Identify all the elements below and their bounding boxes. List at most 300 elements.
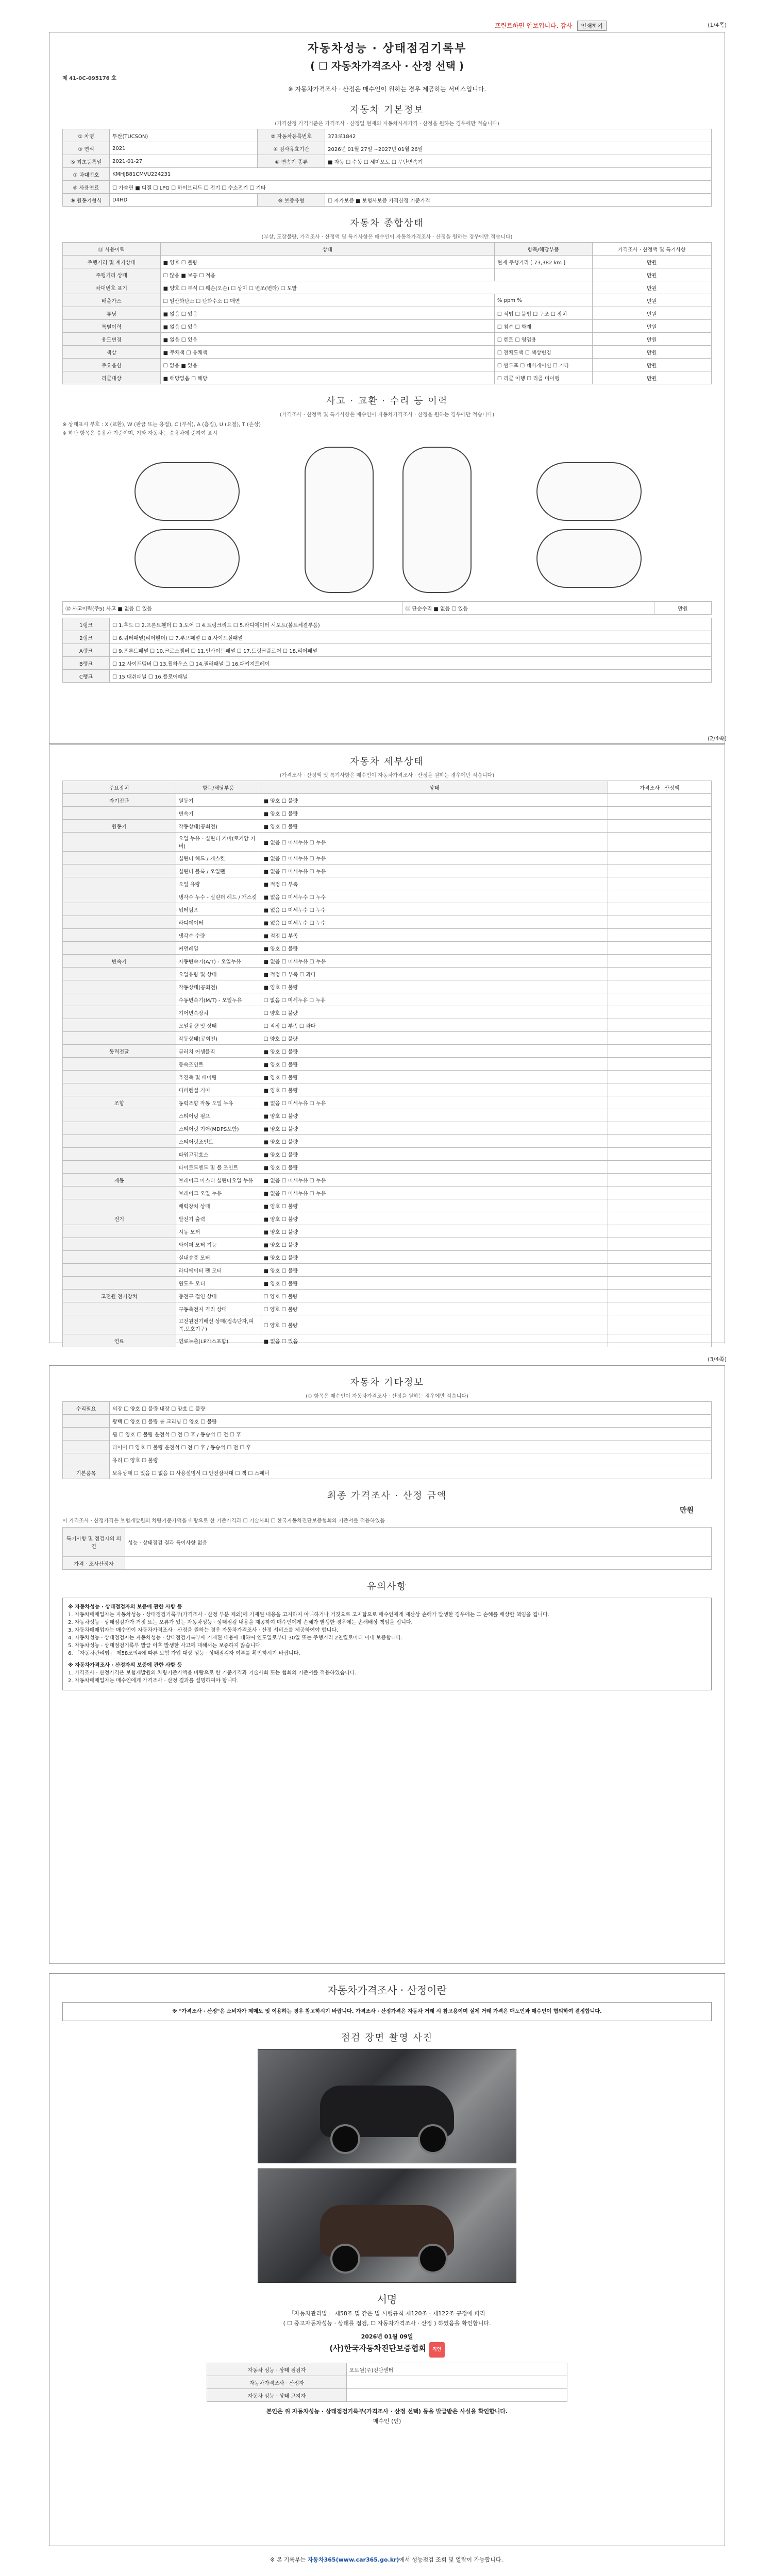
table-row	[63, 929, 712, 942]
cell: 특기사항 및 점검자의 의견	[63, 1528, 125, 1557]
cell: ■ 없음 ☐ 미세누유 ☐ 누유	[261, 833, 608, 852]
cell: ■ 없음 ☐ 미세누유 ☐ 누유	[261, 852, 608, 865]
cell	[63, 865, 176, 877]
cell: 변속기	[63, 955, 176, 968]
cell: 항목/해당부품	[494, 243, 592, 256]
cell: 시동 모터	[176, 1225, 261, 1238]
sign-company	[49, 2342, 725, 2358]
cell: 만원	[654, 602, 712, 615]
page-count-3: (3/4쪽)	[708, 1356, 727, 1363]
cell: 스티어링조인트	[176, 1135, 261, 1148]
cell: 만원	[592, 371, 711, 384]
cell: 만원	[592, 268, 711, 281]
cell: ☐ 12.사이드멤버 ☐ 13.휠하우스 ☐ 14.필러패널 ☐ 16.패키지트레이	[110, 657, 712, 670]
accident-note: (가격조사 · 산정액 및 특기사항은 매수인이 자동차가격조사 · 산정을 원하는 경우에만 적습니다)	[279, 412, 495, 418]
cell	[608, 1212, 711, 1225]
table-row	[63, 807, 712, 820]
cell: 가격조사 · 산정액	[608, 781, 711, 794]
table-row	[63, 993, 712, 1006]
table-row	[63, 1415, 712, 1428]
cell: 연료	[63, 1334, 176, 1347]
caution-line: 1. 자동차매매업자는 자동차성능 · 상태점검기록부(가격조사 · 산정 부분 제외)에 기재된 내용을 고지하지 아니하거나 거짓으로 고지함으로 매수인에게 재산상 손해가 발생한 경우에는 그 손해를 배상할 책임을 집니다.	[68, 1612, 549, 1618]
cell	[63, 877, 176, 890]
cell: 오토원(주)진단센터	[347, 2363, 567, 2376]
cell: 등속조인트	[176, 1058, 261, 1071]
table-row	[63, 1238, 712, 1251]
cell	[63, 1187, 176, 1199]
cell: ■ 없음 ☐ 미세누수 ☐ 누수	[261, 903, 608, 916]
cell: 타이어 ☐ 양호 ☐ 불량 운전석 ☐ 전 ☐ 후 / 동승석 ☐ 전 ☐ 후	[110, 1440, 712, 1453]
cell: 실린더 블록 / 오일팬	[176, 865, 261, 877]
caution-line: 2. 자동차매매업자는 매수인에게 가격조사 · 산정 결과를 설명하여야 합니다.	[68, 1678, 239, 1684]
cell	[63, 929, 176, 942]
cell: ☐ 침수 ☐ 화재	[494, 320, 592, 333]
cell	[608, 1045, 711, 1058]
cell: 제동	[63, 1174, 176, 1187]
cell	[608, 1199, 711, 1212]
cell: 스티어링 펌프	[176, 1109, 261, 1122]
buyer-seal: (인)	[391, 2418, 401, 2425]
cell: ■ 양호 ☐ 불량	[261, 1161, 608, 1174]
cell: ■ 양호 ☐ 불량	[261, 1199, 608, 1212]
cell: 만원	[592, 281, 711, 294]
doc-subtitle: ( ☐ 자동차가격조사 · 산정 선택 )	[310, 60, 464, 72]
cell: ■ 양호 ☐ 불량	[261, 980, 608, 993]
cell	[347, 2376, 567, 2389]
cell: 가격조사 · 산정액 및 특기사항	[592, 243, 711, 256]
cell	[608, 929, 711, 942]
cell: 원동기	[63, 820, 176, 833]
cell	[63, 833, 176, 852]
page-count-2: (2/4쪽)	[708, 735, 727, 742]
cell	[63, 1453, 110, 1466]
cell	[63, 1083, 176, 1096]
cell: ☐ 9.프론트패널 ☐ 10.크로스멤버 ☐ 11.인사이드패널 ☐ 17.트렁크플로어 ☐ 18.리어패널	[110, 644, 712, 657]
cell: ■ 없음 ☐ 미세누유 ☐ 누유	[261, 865, 608, 877]
table-row	[207, 2389, 567, 2402]
cell: 주행거리 및 계기상태	[63, 256, 161, 268]
cell: ■ 양호 ☐ 불량	[261, 942, 608, 955]
footer-text-2: 에서 성능점검 조회 및 열람이 가능합니다.	[399, 2556, 503, 2563]
cell: 파워고압호스	[176, 1148, 261, 1161]
cell: ☐ 양호 ☐ 불량	[261, 1006, 608, 1019]
cell: ■ 적정 ☐ 부족	[261, 929, 608, 942]
cell: 윈도우 모터	[176, 1277, 261, 1290]
table-row	[63, 794, 712, 807]
cell: 브레이크 오일 누유	[176, 1187, 261, 1199]
cell: ■ 없음 ☐ 미세누유 ☐ 누유	[261, 955, 608, 968]
car-right-side-diagram	[536, 462, 642, 521]
cell	[63, 807, 176, 820]
table-row	[63, 1528, 712, 1557]
table-row	[63, 955, 712, 968]
cell: 수리필요	[63, 1402, 110, 1415]
cell	[63, 903, 176, 916]
cell: ① 차명	[63, 129, 110, 142]
cell	[63, 1264, 176, 1277]
cell	[608, 1096, 711, 1109]
cell: 배력장치 상태	[176, 1199, 261, 1212]
table-row	[63, 1109, 712, 1122]
cell: ■ 양호 ☐ 불량	[261, 1277, 608, 1290]
cell	[63, 1302, 176, 1315]
cell: ■ 없음 ☐ 있음	[261, 1334, 608, 1347]
inspection-photo-rear	[258, 2168, 516, 2283]
sign-heading: 서명	[377, 2293, 397, 2306]
cell: 광택 ☐ 양호 ☐ 불량 룸 크리닝 ☐ 양호 ☐ 불량	[110, 1415, 712, 1428]
cell: 실린더 헤드 / 개스킷	[176, 852, 261, 865]
caution-line: 6. 「자동차관리법」 제58조의4에 따른 보험 가입 대상 성능 · 상태점검자 여부를 확인하시기 바랍니다.	[68, 1651, 300, 1656]
cell: ■ 양호 ☐ 부식 ☐ 훼손(오손) ☐ 상이 ☐ 변조(변타) ☐ 도말	[160, 281, 592, 294]
cell: 작동상태(공회전)	[176, 820, 261, 833]
caution-line: 1. 가격조사 · 산정가격은 보험개발원의 차량기준가액을 바탕으로 한 기준가격과 기술사회 또는 협회의 기준서를 적용하였습니다.	[68, 1670, 357, 1676]
sign-date: 2026년 01월 09일	[361, 2333, 413, 2340]
table-row	[63, 155, 712, 168]
cell	[608, 794, 711, 807]
table-row	[63, 1453, 712, 1466]
cell: 만원	[592, 294, 711, 307]
cell: 전기	[63, 1212, 176, 1225]
cell	[63, 916, 176, 929]
cell: ■ 없음 ☐ 미세누유 ☐ 누유	[261, 1096, 608, 1109]
cell: ⑬ 단순수리 ■ 없음 ☐ 있음	[402, 602, 654, 615]
table-row	[63, 1148, 712, 1161]
cell: ☐ 썬루프 ☐ 네비게이션 ☐ 기타	[494, 359, 592, 371]
sign-line-2: ( ☐ 중고자동차성능 · 상태를 점검, ☐ 자동차가격조사 · 산정 ) 하였음을 확인합니다.	[283, 2320, 491, 2327]
cell: 만원	[592, 320, 711, 333]
table-row	[63, 1212, 712, 1225]
cell	[608, 1238, 711, 1251]
cell: 만원	[592, 256, 711, 268]
overall-heading: 자동차 종합상태	[350, 218, 424, 229]
cell: 작동상태(공회전)	[176, 1032, 261, 1045]
table-row	[63, 1058, 712, 1071]
cell: 2021-01-27	[110, 155, 258, 168]
table-row	[63, 1019, 712, 1032]
page-1	[49, 32, 725, 744]
cell: ■ 양호 ☐ 불량	[261, 1122, 608, 1135]
cell: 주요옵션	[63, 359, 161, 371]
table-row	[207, 2363, 567, 2376]
table-row	[63, 916, 712, 929]
table-row	[63, 320, 712, 333]
table-row	[63, 346, 712, 359]
cell: ■ 양호 ☐ 불량	[261, 1083, 608, 1096]
overall-note: (부상, 도장불량, 가격조사 · 산정액 및 특기사항은 매수인이 자동차가격조사 · 산정을 원하는 경우에만 적습니다)	[261, 234, 513, 240]
table-row	[63, 1135, 712, 1148]
table-row	[63, 268, 712, 281]
table-row	[63, 1251, 712, 1264]
table-row	[63, 1315, 712, 1334]
final-price-heading: 최종 가격조사 · 산정 금액	[327, 1490, 447, 1501]
cell: 추진축 및 베어링	[176, 1071, 261, 1083]
detail-heading: 자동차 세부상태	[350, 756, 424, 767]
cell: 커먼레일	[176, 942, 261, 955]
cell	[63, 1415, 110, 1428]
cell: ■ 양호 ☐ 불량	[261, 820, 608, 833]
cell: 연료누출(LP가스포함)	[176, 1334, 261, 1347]
cell	[608, 993, 711, 1006]
cell: 가격 · 조사산정자	[63, 1557, 125, 1570]
doc-title: 자동차성능 · 상태점검기록부	[307, 42, 467, 55]
cell: 디퍼렌셜 기어	[176, 1083, 261, 1096]
cell	[608, 955, 711, 968]
caution-line: ※ 자동차성능 · 상태점검자의 보증에 관한 사항 등	[68, 1604, 182, 1610]
sign-line-1: 「자동차관리법」 제58조 및 같은 법 시행규칙 제120조 · 제122조 규정에 따라	[288, 2310, 486, 2317]
cell	[63, 1148, 176, 1161]
cell	[125, 1557, 712, 1570]
other-table	[62, 1401, 712, 1479]
table-row	[63, 1161, 712, 1174]
table-row	[63, 877, 712, 890]
photo-heading: 점검 장면 촬영 사진	[341, 2032, 433, 2043]
cell: 발전기 출력	[176, 1212, 261, 1225]
footer-text: ※ 본 기록부는	[270, 2556, 308, 2563]
table-row	[63, 865, 712, 877]
cell: ☐ 적법 ☐ 불법 ☐ 구조 ☐ 장치	[494, 307, 592, 320]
cell: B랭크	[63, 657, 110, 670]
cell	[63, 968, 176, 980]
cell: 변속기	[176, 807, 261, 820]
cell	[608, 1135, 711, 1148]
cell	[608, 1290, 711, 1302]
cell: ☐ 렌트 ☐ 영업용	[494, 333, 592, 346]
cell	[63, 993, 176, 1006]
cell: ■ 양호 ☐ 불량	[261, 1071, 608, 1083]
cell: ④ 검사유효기간	[258, 142, 325, 155]
cell: 용도변경	[63, 333, 161, 346]
cell: ☐ 적정 ☐ 부족 ☐ 과다	[261, 1019, 608, 1032]
cell	[608, 916, 711, 929]
cell: 항목/해당부품	[176, 781, 261, 794]
basic-info-note: (가격산정 가격기준은 가격조사 · 산정일 현재의 자동차시세가격 · 산정을 원하는 경우에만 적습니다)	[275, 121, 499, 127]
table-row	[63, 1334, 712, 1347]
company-name: (사)한국자동차진단보증협회	[329, 2344, 426, 2353]
cell	[608, 1071, 711, 1083]
buyer-notice: 본인은 위 자동차성능 · 상태점검기록부(가격조사 · 산정 선택) 등을 발급받은 사실을 확인합니다.	[266, 2408, 508, 2415]
cell	[608, 968, 711, 980]
other-heading: 자동차 기타정보	[350, 1377, 424, 1388]
cell: ☐ 자가보증 ■ 보험사보증 가격산정 기준가격	[325, 194, 712, 207]
wheel-icon	[330, 2124, 360, 2154]
cell: 상태	[160, 243, 494, 256]
page-3	[49, 1365, 725, 1964]
cell	[608, 1174, 711, 1187]
cell: 동력조향 작동 오일 누유	[176, 1096, 261, 1109]
table-row	[63, 1557, 712, 1570]
cell: 냉각수 수량	[176, 929, 261, 942]
cell: 현재 주행거리 [ 73,382 km ]	[494, 256, 592, 268]
cell: 오일유량 및 상태	[176, 1019, 261, 1032]
caution-line: 5. 자동차성능 · 상태점검기록부 발급 이후 발생한 사고에 대해서는 보증하지 않습니다.	[68, 1643, 262, 1649]
cell: ③ 연식	[63, 142, 110, 155]
cell: ■ 없음 ☐ 미세누수 ☐ 누수	[261, 890, 608, 903]
cell: 만원	[592, 333, 711, 346]
car-top-view-diagram	[305, 447, 374, 593]
cell: ☐ 전체도색 ☐ 색상변경	[494, 346, 592, 359]
cell	[608, 903, 711, 916]
cell	[63, 1238, 176, 1251]
page-2	[49, 744, 725, 1343]
print-button[interactable]: 인쇄하기	[577, 21, 607, 31]
caution-line: 4. 자동차성능 · 상태점검자는 자동차성능 · 상태점검기록부에 기재된 내용에 대하여 인도일로부터 30일 또는 주행거리 2천킬로미터 이내 보증합니다.	[68, 1635, 403, 1641]
cell: 기본품목	[63, 1466, 110, 1479]
table-row	[63, 1440, 712, 1453]
footer-link[interactable]: 자동차365(www.car365.go.kr)	[307, 2556, 399, 2563]
table-row	[63, 129, 712, 142]
cell: 스티어링 기어(MDPS포함)	[176, 1122, 261, 1135]
cell	[608, 807, 711, 820]
table-row	[63, 168, 712, 181]
cell: ☐ 양호 ☐ 불량	[261, 1290, 608, 1302]
cell: ■ 자동 ☐ 수동 ☐ 세미오토 ☐ 무단변속기	[325, 155, 712, 168]
accident-legend-2: ※ 하단 항목은 승용차 기준이며, 기타 자동차는 승용차에 준하여 표시	[62, 431, 217, 436]
table-row	[63, 631, 712, 644]
cell: 1랭크	[63, 618, 110, 631]
cell	[608, 1225, 711, 1238]
cell: ■ 없음 ☐ 미세누수 ☐ 누수	[261, 916, 608, 929]
caution-heading: 유의사항	[367, 1581, 407, 1592]
table-row	[63, 1045, 712, 1058]
cell: 특별이력	[63, 320, 161, 333]
cell: ■ 적정 ☐ 부족	[261, 877, 608, 890]
closing-heading: 자동차가격조사 · 산정이란	[327, 1984, 447, 1996]
basic-info-heading: 자동차 기본정보	[350, 105, 424, 115]
cell: 냉각수 누수 - 실린더 헤드 / 개스킷	[176, 890, 261, 903]
cell: 와이퍼 모터 기능	[176, 1238, 261, 1251]
cell: 성능 · 상태점검 결과 특이사항 없음	[125, 1528, 712, 1557]
table-row	[63, 1199, 712, 1212]
cell: 만원	[592, 346, 711, 359]
table-row	[63, 852, 712, 865]
table-row	[63, 181, 712, 194]
cell: ☐ 없음 ■ 있음	[160, 359, 494, 371]
cell: ■ 양호 ☐ 불량	[261, 794, 608, 807]
basic-info-table	[62, 129, 712, 207]
cell	[608, 1264, 711, 1277]
cell: ■ 무채색 ☐ 유채색	[160, 346, 494, 359]
cell: ■ 없음 ☐ 있음	[160, 307, 494, 320]
cell	[608, 820, 711, 833]
cell: 자동차가격조사 · 산정자	[207, 2376, 347, 2389]
cell	[608, 1251, 711, 1264]
cell	[608, 1161, 711, 1174]
cell	[608, 942, 711, 955]
table-row	[207, 2376, 567, 2389]
cell: ☐ 양호 ☐ 불량	[261, 1302, 608, 1315]
cell: 투싼(TUCSON)	[110, 129, 258, 142]
cell: ⑫ 사고이력(주5) 사고 ■ 없음 ☐ 있음	[63, 602, 402, 615]
cell: ☐ 양호 ☐ 불량	[261, 1032, 608, 1045]
cell: 동력전달	[63, 1045, 176, 1058]
car-left-side-diagram	[135, 462, 240, 521]
table-row	[63, 618, 712, 631]
cell	[63, 1122, 176, 1135]
cell: ☐ 15.대쉬패널 ☐ 16.플로어패널	[110, 670, 712, 683]
page-count-1: (1/4쪽)	[708, 22, 727, 28]
car-rear-right-diagram	[536, 529, 642, 588]
cell: ☐ 6.쿼터패널(리어휀더) ☐ 7.루프패널 ☐ 8.사이드실패널	[110, 631, 712, 644]
accident-heading: 사고 · 교환 · 수리 등 이력	[326, 396, 448, 406]
cell	[63, 1440, 110, 1453]
cell	[608, 890, 711, 903]
cell: ■ 양호 ☐ 불량	[261, 1238, 608, 1251]
table-row	[63, 968, 712, 980]
cell: 주요장치	[63, 781, 176, 794]
cell: 구동축전지 격리 상태	[176, 1302, 261, 1315]
table-row	[63, 142, 712, 155]
table-row	[63, 657, 712, 670]
print-notice: 프린트하면 안보입니다. 감사	[495, 22, 573, 29]
cell: ☐ 가솔린 ■ 디젤 ☐ LPG ☐ 하이브리드 ☐ 전기 ☐ 수소전기 ☐ 기타	[110, 181, 712, 194]
cell: ☐ 일산화탄소 ☐ 탄화수소 ☐ 매연	[160, 294, 494, 307]
cell	[63, 1428, 110, 1440]
cell	[63, 1277, 176, 1290]
cell: 튜닝	[63, 307, 161, 320]
cell: 오일 누유 - 실린더 커버(로커암 커버)	[176, 833, 261, 852]
cell	[63, 1071, 176, 1083]
cell: KMHJB81CMVU224231	[110, 168, 712, 181]
closing-body: ※ "가격조사 · 산정"은 소비자가 제매도 및 이용하는 경우 참고하시기 바랍니다. 가격조사 · 산정가격은 자동차 거래 시 참고용이며 실제 거래 가격은 매도인과 매수인이 협의하여 결정합니다.	[62, 2002, 712, 2021]
table-row	[63, 1006, 712, 1019]
table-row	[63, 1096, 712, 1109]
wheel-icon	[418, 2124, 448, 2154]
cell: 자기진단	[63, 794, 176, 807]
table-row	[63, 980, 712, 993]
cell	[608, 1334, 711, 1347]
cell	[608, 1187, 711, 1199]
table-row	[63, 359, 712, 371]
table-row	[63, 1277, 712, 1290]
cell: ■ 양호 ☐ 불량	[261, 1045, 608, 1058]
table-row	[63, 602, 712, 615]
table-row	[63, 1466, 712, 1479]
cell	[63, 1006, 176, 1019]
cell	[608, 877, 711, 890]
cell: 워터펌프	[176, 903, 261, 916]
table-row	[63, 903, 712, 916]
cell: ☐ 없음 ☐ 미세누유 ☐ 누유	[261, 993, 608, 1006]
cell: C랭크	[63, 670, 110, 683]
cell: 기어변속장치	[176, 1006, 261, 1019]
cell: ⑦ 차대번호	[63, 168, 110, 181]
cell: ■ 양호 ☐ 불량	[261, 807, 608, 820]
table-row	[63, 1122, 712, 1135]
cell: 휠 ☐ 양호 ☐ 불량 운전석 ☐ 전 ☐ 후 / 동승석 ☐ 전 ☐ 후	[110, 1428, 712, 1440]
inspection-photo-front	[258, 2049, 516, 2163]
cell	[608, 980, 711, 993]
cell: ■ 양호 ☐ 불량	[261, 1135, 608, 1148]
caution-line: 2. 자동차성능 · 상태점검자가 거짓 또는 오류가 있는 자동차성능 · 상태점검 내용을 제공하여 매수인에게 손해가 발생한 경우에는 손해배상 책임을 집니다.	[68, 1620, 413, 1625]
cell	[63, 890, 176, 903]
cell	[608, 1315, 711, 1334]
cell: 라디에이터 팬 모터	[176, 1264, 261, 1277]
table-row	[63, 1302, 712, 1315]
cell: ⑤ 최초등록일	[63, 155, 110, 168]
cell: 색상	[63, 346, 161, 359]
cell	[347, 2389, 567, 2402]
cell: 만원	[592, 307, 711, 320]
final-price-value: 만원	[679, 1506, 694, 1515]
table-row	[63, 1083, 712, 1096]
cell	[608, 1083, 711, 1096]
table-row	[63, 1264, 712, 1277]
cell	[608, 1148, 711, 1161]
table-row	[63, 670, 712, 683]
cell: 자동차 성능 · 상태 고지자	[207, 2389, 347, 2402]
table-row	[63, 1290, 712, 1302]
caution-box	[62, 1598, 712, 1690]
